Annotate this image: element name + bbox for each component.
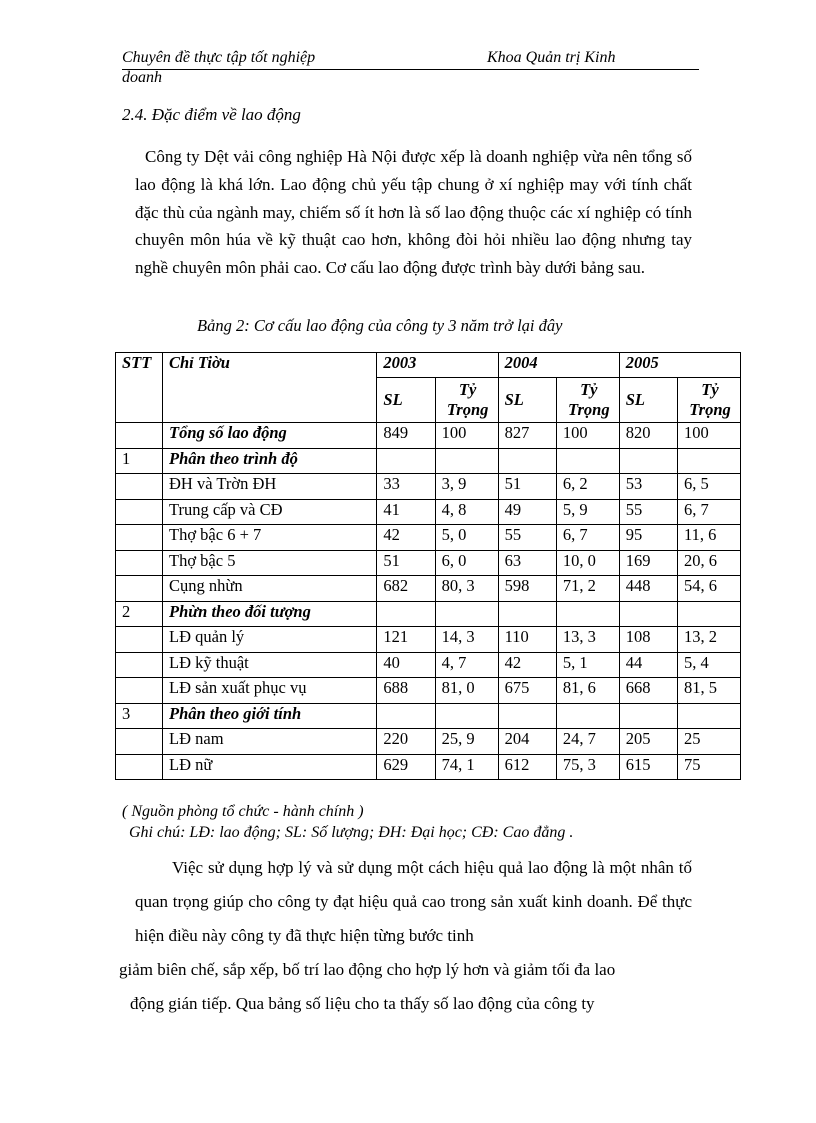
row-value [498, 601, 556, 627]
row-stt [116, 525, 163, 551]
row-value: 675 [498, 678, 556, 704]
row-value: 220 [377, 729, 435, 755]
row-name: LĐ nam [163, 729, 377, 755]
row-name: LĐ nữ [163, 754, 377, 780]
row-name: Thợ bậc 5 [163, 550, 377, 576]
row-stt [116, 423, 163, 449]
header-name: Chỉ Tiờu [163, 353, 377, 423]
row-value: 74, 1 [435, 754, 498, 780]
table-row [116, 652, 741, 678]
table-row [116, 448, 741, 474]
row-value: 20, 6 [678, 550, 741, 576]
row-value: 682 [377, 576, 435, 602]
row-stt [116, 754, 163, 780]
row-value: 51 [377, 550, 435, 576]
row-value: 849 [377, 423, 435, 449]
row-value: 6, 5 [678, 474, 741, 500]
row-value: 75 [678, 754, 741, 780]
row-value: 25 [678, 729, 741, 755]
table-row [116, 627, 741, 653]
row-stt [116, 652, 163, 678]
row-value [498, 703, 556, 729]
row-value: 63 [498, 550, 556, 576]
row-value: 169 [619, 550, 677, 576]
row-value: 40 [377, 652, 435, 678]
row-value: 13, 2 [678, 627, 741, 653]
row-stt [116, 576, 163, 602]
row-name: Cụng nhừn [163, 576, 377, 602]
table-row [116, 729, 741, 755]
row-value: 4, 8 [435, 499, 498, 525]
table-row [116, 754, 741, 780]
row-value [678, 703, 741, 729]
row-value: 44 [619, 652, 677, 678]
table-row [116, 678, 741, 704]
row-value: 81, 0 [435, 678, 498, 704]
header-left-title: Chuyên đề thực tập tốt nghiệp [122, 49, 316, 66]
header-wrap-text: doanh [122, 69, 162, 86]
row-value: 3, 9 [435, 474, 498, 500]
row-value: 55 [498, 525, 556, 551]
paragraph-1 [135, 143, 692, 282]
row-value: 14, 3 [435, 627, 498, 653]
row-value: 100 [435, 423, 498, 449]
row-stt [116, 729, 163, 755]
row-name: LĐ sản xuất phục vụ [163, 678, 377, 704]
row-value: 71, 2 [556, 576, 619, 602]
row-value: 75, 3 [556, 754, 619, 780]
row-value [556, 601, 619, 627]
row-value: 49 [498, 499, 556, 525]
row-name: Phân theo giới tính [163, 703, 377, 729]
header-sl: SL [377, 378, 435, 423]
row-value: 33 [377, 474, 435, 500]
paragraph-1-text: Công ty Dệt vải công nghiệp Hà Nội được xếp là doanh nghiệp vừa nên tổng số lao động là khá lớn. Lao động chủ yếu tập chung ở xí nghiệp may với tính chất đặc thù của ngành may, chiếm số ít hơn là số lao động thuộc các xí nghiệp có tính chuyên môn húa về kỹ thuật cao hơn, không đòi hỏi nhiều lao động nhưng tay nghề chuyên môn phải cao. Cơ cấu lao động được trình bày dưới bảng sau. [135, 147, 692, 278]
row-value: 4, 7 [435, 652, 498, 678]
row-value: 10, 0 [556, 550, 619, 576]
header-stt: STT [116, 353, 163, 423]
row-name: Thợ bậc 6 + 7 [163, 525, 377, 551]
row-stt: 2 [116, 601, 163, 627]
row-value: 25, 9 [435, 729, 498, 755]
row-value: 121 [377, 627, 435, 653]
row-value: 5, 1 [556, 652, 619, 678]
row-value: 6, 2 [556, 474, 619, 500]
source-note: ( Nguồn phòng tổ chức - hành chính ) [122, 803, 364, 820]
row-value: 81, 6 [556, 678, 619, 704]
row-value [435, 448, 498, 474]
row-value: 100 [678, 423, 741, 449]
row-value [678, 448, 741, 474]
row-value: 41 [377, 499, 435, 525]
row-value: 615 [619, 754, 677, 780]
row-stt [116, 627, 163, 653]
abbreviation-note: Ghi chú: LĐ: lao động; SL: Số lượng; ĐH: Đại học; CĐ: Cao đẳng . [129, 824, 574, 841]
row-value: 598 [498, 576, 556, 602]
row-name: Trung cấp và CĐ [163, 499, 377, 525]
row-stt: 1 [116, 448, 163, 474]
table-header-row [116, 353, 741, 378]
header-ty-trong: Tỷ Trọng [556, 378, 619, 423]
row-stt [116, 550, 163, 576]
row-value [377, 703, 435, 729]
row-value: 108 [619, 627, 677, 653]
row-value: 42 [498, 652, 556, 678]
row-value: 80, 3 [435, 576, 498, 602]
row-name: LĐ kỹ thuật [163, 652, 377, 678]
row-value: 13, 3 [556, 627, 619, 653]
row-name: LĐ quản lý [163, 627, 377, 653]
row-value [556, 703, 619, 729]
paragraph-2-line-2: giảm biên chế, sắp xếp, bố trí lao động cho hợp lý hơn và giảm tối đa lao [119, 960, 616, 979]
row-stt [116, 499, 163, 525]
paragraph-2-line-1: Việc sử dụng hợp lý và sử dụng một cách hiệu quả lao động là một nhân tố quan trọng giúp cho công ty đạt hiệu quả cao trong sản xuất kinh doanh. Để thực hiện điều này công ty đã thực hiện từng bước tinh [135, 858, 692, 945]
row-value: 54, 6 [678, 576, 741, 602]
header-year-2005: 2005 [619, 353, 740, 378]
row-value: 6, 7 [678, 499, 741, 525]
table-caption: Bảng 2: Cơ cấu lao động của công ty 3 năm trở lại đây [197, 316, 563, 335]
row-stt: 3 [116, 703, 163, 729]
row-stt [116, 474, 163, 500]
table-row [116, 703, 741, 729]
header-year-2004: 2004 [498, 353, 619, 378]
labor-structure-table [115, 352, 741, 780]
row-value: 668 [619, 678, 677, 704]
row-value [498, 448, 556, 474]
row-name: Tổng số lao động [163, 423, 377, 449]
table-row [116, 423, 741, 449]
row-value: 6, 0 [435, 550, 498, 576]
header-sl: SL [498, 378, 556, 423]
table-row [116, 474, 741, 500]
row-value: 688 [377, 678, 435, 704]
row-name: ĐH và Trờn ĐH [163, 474, 377, 500]
table-row [116, 525, 741, 551]
row-value: 95 [619, 525, 677, 551]
row-value: 204 [498, 729, 556, 755]
header-right-title: Khoa Quản trị Kinh [487, 49, 616, 66]
header-year-2003: 2003 [377, 353, 498, 378]
row-value [377, 448, 435, 474]
row-value [619, 703, 677, 729]
row-value: 110 [498, 627, 556, 653]
row-value [377, 601, 435, 627]
header-sl: SL [619, 378, 677, 423]
header-ty-trong: Tỷ Trọng [435, 378, 498, 423]
row-value: 5, 0 [435, 525, 498, 551]
paragraph-2-line-3: động gián tiếp. Qua bảng số liệu cho ta thấy số lao động của công ty [130, 994, 595, 1013]
row-value [619, 448, 677, 474]
row-value: 5, 4 [678, 652, 741, 678]
row-value: 51 [498, 474, 556, 500]
header-rule [122, 69, 699, 70]
row-value: 827 [498, 423, 556, 449]
section-title: 2.4. Đặc điểm về lao động [122, 105, 301, 124]
row-value: 6, 7 [556, 525, 619, 551]
row-name: Phừn theo đối tượng [163, 601, 377, 627]
table-row [116, 550, 741, 576]
row-value: 5, 9 [556, 499, 619, 525]
row-value: 448 [619, 576, 677, 602]
header-ty-trong: Tỷ Trọng [678, 378, 741, 423]
paragraph-2 [119, 851, 692, 1021]
row-value: 612 [498, 754, 556, 780]
row-value: 11, 6 [678, 525, 741, 551]
row-value: 24, 7 [556, 729, 619, 755]
row-value: 42 [377, 525, 435, 551]
row-stt [116, 678, 163, 704]
row-value [435, 601, 498, 627]
row-value: 100 [556, 423, 619, 449]
row-value [435, 703, 498, 729]
row-value [619, 601, 677, 627]
row-value: 81, 5 [678, 678, 741, 704]
row-value: 55 [619, 499, 677, 525]
table-row [116, 499, 741, 525]
row-value: 629 [377, 754, 435, 780]
row-value [556, 448, 619, 474]
row-value: 53 [619, 474, 677, 500]
table-row [116, 601, 741, 627]
row-name: Phân theo trình độ [163, 448, 377, 474]
row-value: 820 [619, 423, 677, 449]
row-value [678, 601, 741, 627]
table-row [116, 576, 741, 602]
row-value: 205 [619, 729, 677, 755]
